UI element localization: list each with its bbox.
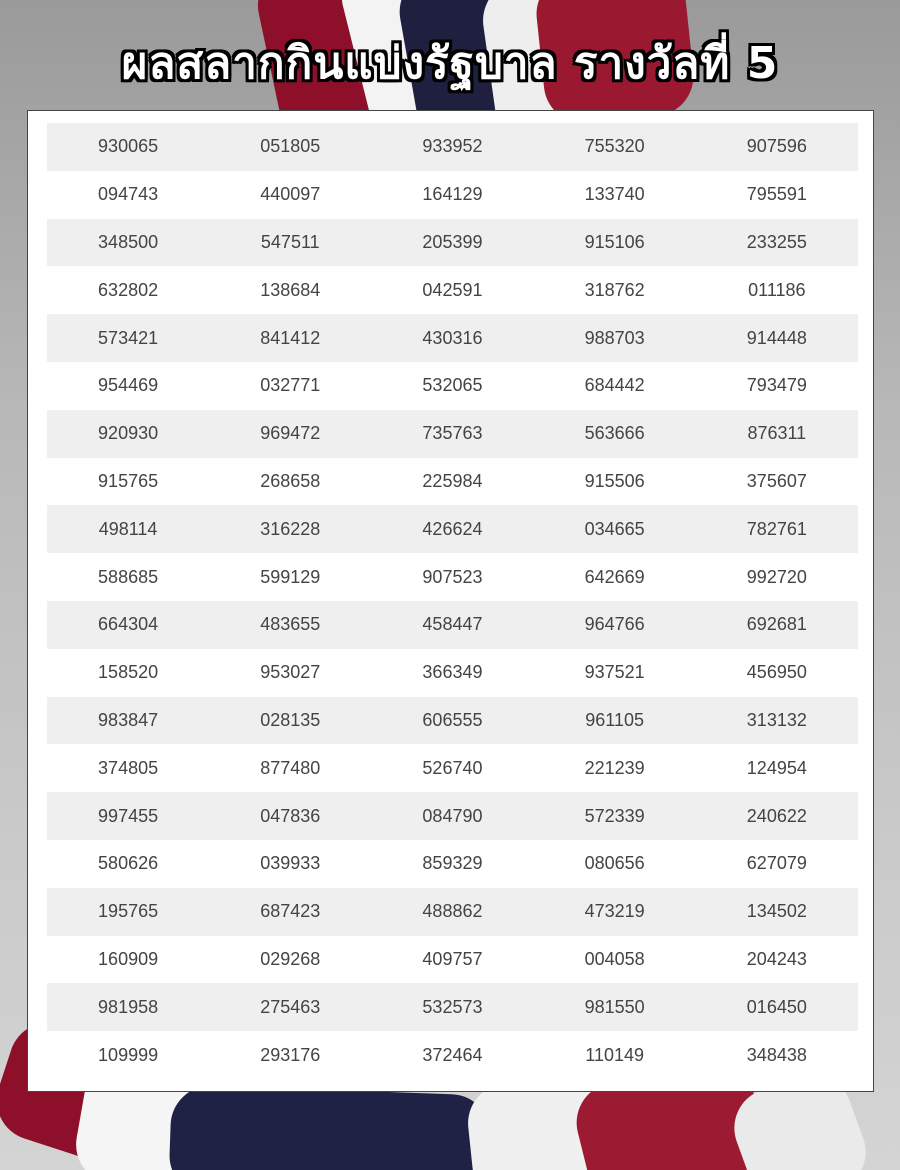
prize-number: 988703 [584,327,645,348]
prize-number: 483655 [260,614,321,635]
prize-number: 440097 [260,184,321,205]
prize-number: 160909 [98,948,159,969]
prize-number: 606555 [422,709,483,730]
prize-number: 664304 [98,614,159,635]
page-title: ผลสลากกินแบ่งรัฐบาล รางวัลที่ 5 [121,38,779,89]
prize-number: 164129 [422,184,483,205]
table-row [47,314,858,362]
prize-number: 318762 [584,279,645,300]
prize-number: 755320 [584,136,645,157]
prize-number: 915506 [584,470,645,491]
prize-number: 599129 [260,566,321,587]
prize-number: 374805 [98,757,159,778]
prize-number: 110149 [585,1044,645,1065]
prize-number: 426624 [422,518,483,539]
prize-number: 195765 [98,901,159,922]
prize-number: 964766 [584,614,645,635]
prize-number: 458447 [422,614,483,635]
prize-number: 930065 [98,136,159,157]
prize-number: 225984 [422,470,483,491]
prize-number: 642669 [584,566,645,587]
table-row [47,1031,858,1079]
table-row [47,266,858,314]
prize-number: 268658 [260,470,321,491]
prize-number: 969472 [260,423,321,444]
flag-stripe-navy [168,1084,492,1170]
prize-number: 914448 [746,327,807,348]
prize-number: 034665 [584,518,645,539]
prize-number: 375607 [746,470,807,491]
prize-number: 692681 [746,614,807,635]
prize-number: 133740 [584,184,645,205]
prize-number: 933952 [422,136,483,157]
prize-number: 907523 [422,566,483,587]
prize-number: 004058 [584,948,645,969]
prize-number: 032771 [260,375,321,396]
prize-number: 793479 [746,375,807,396]
prize-number: 221239 [584,757,645,778]
prize-number: 372464 [422,1044,483,1065]
prize-number: 632802 [98,279,159,300]
table-row [47,458,858,506]
prize-number: 937521 [584,662,645,683]
prize-number: 080656 [584,853,645,874]
prize-number: 573421 [98,327,159,348]
table-row [47,649,858,697]
prize-number: 313132 [746,709,807,730]
table-row [47,123,858,171]
prize-number: 084790 [422,805,483,826]
prize-number: 588685 [98,566,159,587]
results-table [47,123,858,1079]
prize-number: 047836 [260,805,321,826]
prize-number: 841412 [260,327,321,348]
prize-number: 233255 [746,231,807,252]
prize-number: 042591 [422,279,483,300]
prize-number: 572339 [584,805,645,826]
prize-number: 158520 [98,662,159,683]
prize-number: 205399 [422,231,483,252]
prize-number: 684442 [584,375,645,396]
table-row [47,410,858,458]
prize-number: 039933 [260,853,321,874]
prize-number: 915765 [98,470,159,491]
prize-number: 532065 [422,375,483,396]
prize-number: 366349 [422,662,483,683]
prize-number: 876311 [747,423,807,444]
prize-number: 877480 [260,757,321,778]
table-row [47,936,858,984]
prize-number: 981550 [584,996,645,1017]
prize-number: 580626 [98,853,159,874]
prize-number: 138684 [260,279,321,300]
prize-number: 293176 [260,1044,321,1065]
prize-number: 997455 [98,805,159,826]
prize-number: 488862 [422,901,483,922]
table-row [47,744,858,792]
prize-number: 526740 [422,757,483,778]
prize-number: 920930 [98,423,159,444]
prize-number: 275463 [260,996,321,1017]
prize-number: 316228 [260,518,321,539]
prize-number: 735763 [422,423,483,444]
table-row [47,601,858,649]
prize-number: 983847 [98,709,159,730]
table-row [47,888,858,936]
prize-number: 687423 [260,901,321,922]
prize-number: 456950 [746,662,807,683]
table-row [47,362,858,410]
prize-number: 627079 [746,853,807,874]
prize-number: 915106 [584,231,645,252]
prize-number: 409757 [422,948,483,969]
prize-number: 240622 [746,805,807,826]
prize-number: 532573 [422,996,483,1017]
prize-number: 029268 [260,948,321,969]
prize-number: 011186 [748,279,806,300]
prize-number: 348500 [98,231,159,252]
prize-number: 981958 [98,996,159,1017]
table-row [47,792,858,840]
prize-number: 547511 [260,231,320,252]
prize-number: 094743 [98,184,159,205]
prize-number: 961105 [585,709,645,730]
table-row [47,553,858,601]
prize-number: 016450 [746,996,807,1017]
prize-number: 954469 [98,375,159,396]
prize-number: 498114 [98,518,158,539]
table-row [47,983,858,1031]
prize-number: 907596 [746,136,807,157]
prize-number: 430316 [422,327,483,348]
prize-number: 134502 [746,901,807,922]
prize-number: 563666 [584,423,645,444]
table-row [47,171,858,219]
prize-number: 124954 [746,757,807,778]
prize-number: 348438 [746,1044,807,1065]
prize-number: 859329 [422,853,483,874]
table-row [47,219,858,267]
prize-number: 051805 [260,136,321,157]
prize-number: 992720 [746,566,807,587]
prize-number: 782761 [746,518,807,539]
table-row [47,840,858,888]
results-panel [27,110,874,1092]
prize-number: 473219 [584,901,645,922]
table-row [47,697,858,745]
prize-number: 795591 [746,184,807,205]
prize-number: 204243 [746,948,807,969]
prize-number: 953027 [260,662,321,683]
prize-number: 109999 [98,1044,159,1065]
prize-number: 028135 [260,709,321,730]
table-row [47,505,858,553]
